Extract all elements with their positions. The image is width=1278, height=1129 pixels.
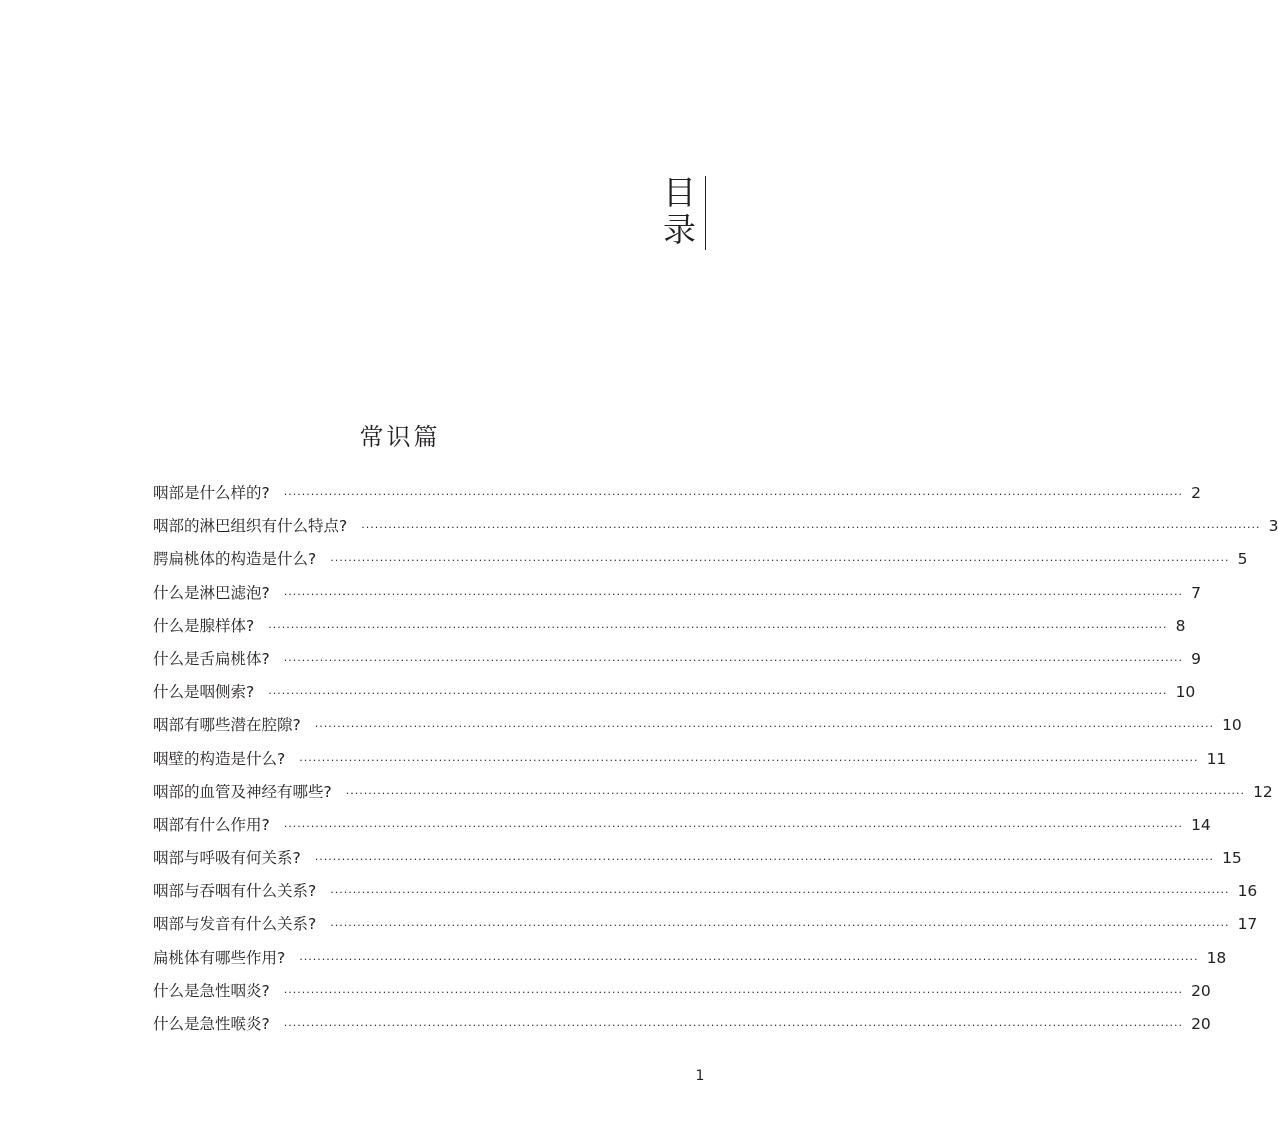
toc-entry-page: 16 [1237,882,1258,901]
toc-entry-page: 12 [1253,782,1273,801]
toc-entry-page: 20 [1191,981,1211,1000]
dot-leader: ········································································································································································································ [268,620,1168,634]
dot-leader: ········································································································································································································ [283,819,1184,833]
toc-heading-char-2: 录 [663,210,696,249]
toc-entry[interactable] [153,809,1211,842]
dot-leader: ········································································································································································································ [299,753,1199,767]
dot-leader: ········································································································································································································ [299,952,1199,966]
toc-entry-page: 10 [1175,683,1196,702]
dot-leader: ········································································································································································································ [345,786,1246,800]
toc-entry-title: 咽部的血管及神经有哪些? [153,782,332,801]
toc-entry[interactable] [153,676,1196,709]
toc-entry-title: 什么是腺样体? [153,616,255,635]
toc-entry[interactable] [153,842,1242,875]
dot-leader: ········································································································································································································ [283,653,1184,667]
toc-entry-page: 10 [1222,716,1242,735]
toc-entry-title: 咽部与发音有什么关系? [153,915,317,934]
dot-leader: ········································································································································································································ [330,886,1230,900]
toc-entry-title: 咽壁的构造是什么? [153,749,286,768]
toc-entry[interactable] [153,743,1227,776]
dot-leader: ········································································································································································································ [283,1019,1184,1032]
dot-leader: ········································································································································································································ [314,853,1215,867]
toc-entry-page: 17 [1237,915,1258,934]
toc-entry[interactable] [153,776,1273,809]
toc-entry[interactable] [153,908,1258,941]
toc-entry-title: 咽部有哪些潜在腔隙? [153,716,301,735]
toc-entry[interactable] [153,510,1278,543]
toc-entry-page: 15 [1222,849,1242,868]
dot-leader: ········································································································································································································ [314,720,1215,734]
dot-leader: ········································································································································································································ [283,985,1184,999]
toc-entry-page: 11 [1206,749,1227,768]
toc-entry[interactable] [153,942,1227,975]
toc-entry-page: 7 [1191,583,1201,602]
page-number: 1 [695,1068,705,1084]
dot-leader: ········································································································································································································ [330,554,1230,568]
toc-entry-page: 14 [1191,815,1211,834]
toc-entry-page: 2 [1191,484,1201,502]
toc-entry-title: 咽部与吞咽有什么关系? [153,882,317,901]
toc-list [153,477,1278,1041]
toc-entry[interactable] [153,1008,1211,1041]
toc-entry-page: 20 [1191,1015,1211,1033]
toc-entry-title: 咽部有什么作用? [153,815,270,834]
toc-entry-title: 什么是淋巴滤泡? [153,583,270,602]
heading-divider [705,176,706,250]
dot-leader: ········································································································································································································ [330,919,1230,933]
dot-leader: ········································································································································································································ [361,521,1261,535]
toc-entry[interactable] [153,643,1201,676]
toc-entry-page: 18 [1206,948,1227,967]
toc-entry[interactable] [153,577,1201,610]
toc-entry-page: 9 [1191,649,1201,668]
toc-entry-title: 咽部是什么样的? [153,484,270,502]
toc-entry-page: 8 [1175,616,1186,635]
toc-entry-title: 扁桃体有哪些作用? [153,948,286,967]
dot-leader: ········································································································································································································ [268,687,1168,701]
toc-entry-title: 什么是急性喉炎? [153,1015,270,1033]
toc-entry-title: 咽部的淋巴组织有什么特点? [153,517,348,536]
toc-entry[interactable] [153,543,1248,576]
toc-entry-page: 3 [1268,517,1278,536]
dot-leader: ········································································································································································································ [283,488,1184,501]
toc-heading-char-1: 目 [663,173,696,212]
toc-entry[interactable] [153,477,1201,510]
toc-entry-title: 什么是舌扁桃体? [153,649,270,668]
section-title: 常识篇 [359,423,441,451]
toc-entry-title: 咽部与呼吸有何关系? [153,849,301,868]
dot-leader: ········································································································································································································ [283,587,1184,601]
toc-entry[interactable] [153,709,1242,742]
toc-entry[interactable] [153,875,1258,908]
toc-entry-page: 5 [1237,550,1248,569]
toc-entry-title: 什么是急性咽炎? [153,981,270,1000]
toc-entry[interactable] [153,975,1211,1008]
toc-entry[interactable] [153,610,1186,643]
toc-entry-title: 什么是咽侧索? [153,683,255,702]
toc-entry-title: 腭扁桃体的构造是什么? [153,550,317,569]
toc-heading [663,174,695,250]
